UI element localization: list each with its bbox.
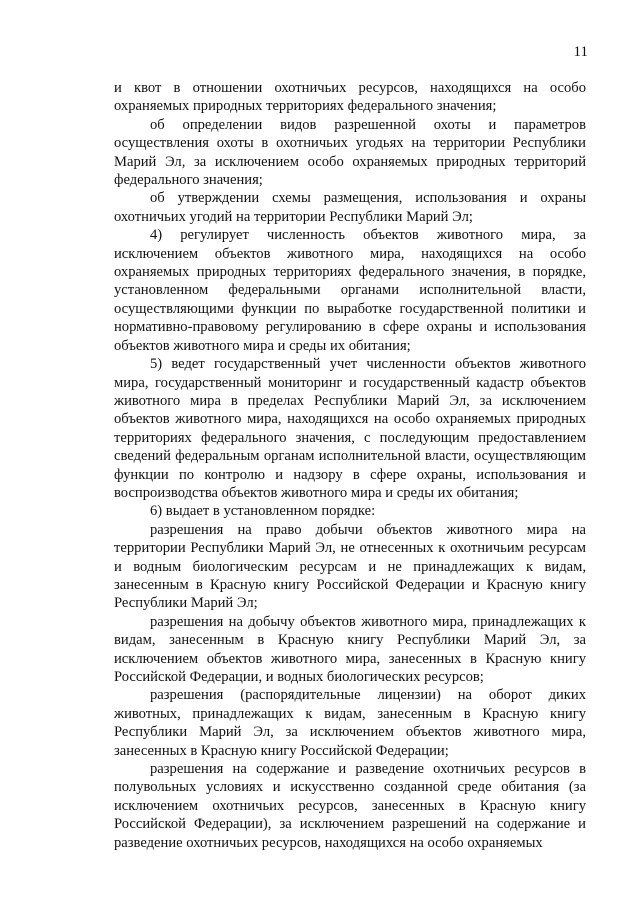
paragraph-item-5: 5) ведет государственный учет численности объектов животного мира, государственный мониторинг и государственный кадастр объектов животного мира в пределах Республики Марий Эл, за исключением объектов животного мира, находящихся на особо охраняемых природных территориях федерального значения, с последующим предоставлением сведений федеральным органам исполнительной власти, осуществляющим функции по контролю и надзору в сфере охраны, использования и воспроизводства объектов животного мира и среды их обитания; — [114, 356, 586, 501]
paragraph-continuation: и квот в отношении охотничьих ресурсов, находящихся на особо охраняемых природных территориях федерального значения; — [114, 80, 586, 115]
paragraph-permit-wildlife: разрешения на право добычи объектов животного мира на территории Республики Марий Эл, не отнесенных к охотничьим ресурсам и водным биологическим ресурсам и не принадлежащих к видам, занесенным в Красную книгу Российской Федерации и Красную книгу Республики Марий Эл; — [114, 521, 586, 612]
document-body — [114, 79, 586, 852]
page-number: 11 — [573, 44, 588, 60]
paragraph-permit-red-book: разрешения на добычу объектов животного мира, принадлежащих к видам, занесенным в Красную книгу Республики Марий Эл, за исключением объектов животного мира, занесенных в Красную книгу Российской Федерации, и водных биологических ресурсов; — [114, 613, 586, 685]
paragraph-item-6: 6) выдает в установленном порядке: — [150, 503, 376, 520]
paragraph-permit-circulation: разрешения (распорядительные лицензии) на оборот диких животных, принадлежащих к видам, занесенным в Красную книгу Республики Марий Эл, за исключением объектов животного мира, занесенных в Красную книгу Российской Федерации; — [114, 687, 586, 759]
paragraph-item-4: 4) регулирует численность объектов животного мира, за исключением объектов животного мира, находящихся на особо охраняемых природных территориях федерального значения, в порядке, установленном федеральными органами исполнительной власти, осуществляющими функции по выработке государственной политики и нормативно-правовому регулированию в сфере охраны и использования объектов животного мира и среды их обитания; — [114, 227, 586, 354]
paragraph-hunting-types: об определении видов разрешенной охоты и параметров осуществления охоты в охотничьих угодьях на территории Республики Марий Эл, за исключением особо охраняемых природных территорий федерального значения; — [114, 116, 586, 189]
paragraph-hunting-scheme: об утверждении схемы размещения, использования и охраны охотничьих угодий на территории Республики Марий Эл; — [114, 190, 586, 225]
paragraph-permit-breeding: разрешения на содержание и разведение охотничьих ресурсов в полувольных условиях и искусственно созданной среде обитания (за исключением охотничьих ресурсов, занесенных в Красную книгу Российской Федерации), за исключением разрешений на содержание и разведение охотничьих ресурсов, находящихся на особо охраняемых — [114, 761, 586, 851]
